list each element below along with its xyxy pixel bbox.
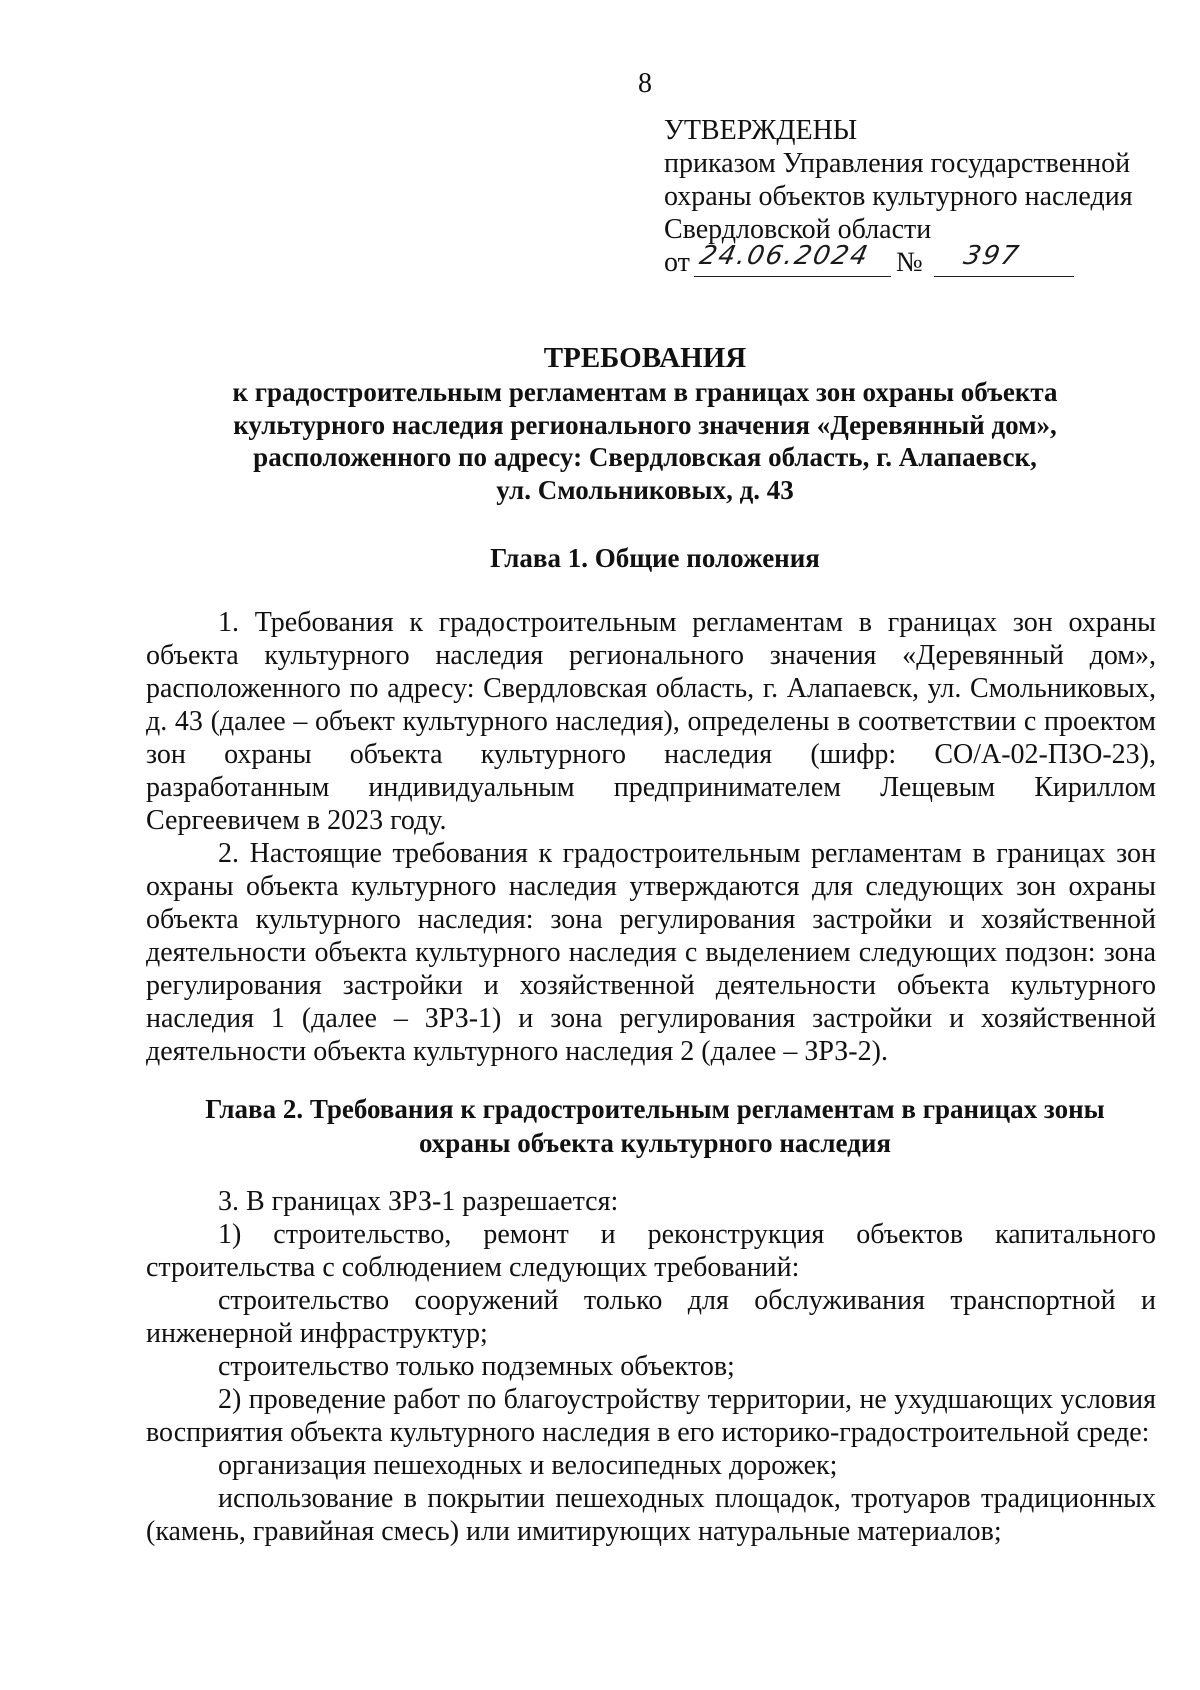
approval-line-3: Свердловской области xyxy=(664,214,932,245)
title-line-4: ул. Смольниковых, д. 43 xyxy=(496,474,794,505)
handwritten-date: 24.06.2024 xyxy=(696,241,873,271)
paragraph-1: 1. Требования к градостроительным регламентам в границах зон охраны объекта культурного наследия регионального значения «Деревянный дом», расположенного по адресу: Свердловская область, г. Алапаевск, ул. Смольниковых, д. 43 (далее – объект культурного наследия), определены в соответствии с проектом зон охраны объекта культурного наследия (шифр: СО/А-02-ПЗО-23), разработанным индивидуальным предпринимателем Лещевым Кириллом Сергеевичем в 2023 году. xyxy=(146,607,1156,836)
chapter-2-heading-line-2: охраны объекта культурного наследия xyxy=(418,1128,892,1158)
title-line-3: расположенного по адресу: Свердловская область, г. Алапаевск, xyxy=(253,442,1037,472)
chapter-2-heading xyxy=(140,1092,1170,1160)
approval-line-1: приказом Управления государственной xyxy=(664,148,1131,179)
item-2a: организация пешеходных и велосипедных дорожек; xyxy=(218,1450,838,1481)
item-2: 2) проведение работ по благоустройству территории, не ухудшающих условия восприятия объекта культурного наследия в его историко-градостроительной среде: xyxy=(146,1384,1156,1448)
paragraph-2: 2. Настоящие требования к градостроительным регламентам в границах зон охраны объекта культурного наследия утверждаются для следующих зон охраны объекта культурного наследия: зона регулирования застройки и хозяйственной деятельности объекта культурного наследия с выделением следующих подзон: зона регулирования застройки и хозяйственной деятельности объекта культурного наследия 1 (далее – ЗРЗ-1) и зона регулирования застройки и хозяйственной деятельности объекта культурного наследия 2 (далее – ЗРЗ-2). xyxy=(146,838,1156,1067)
item-1: 1) строительство, ремонт и реконструкция объектов капитального строительства с соблюдением следующих требований: xyxy=(146,1219,1156,1283)
approval-stamp xyxy=(664,114,1164,282)
chapter-2-body xyxy=(146,1185,1156,1548)
approval-heading: УТВЕРЖДЕНЫ xyxy=(664,115,858,146)
chapter-1-body xyxy=(146,606,1156,1068)
document-title xyxy=(130,340,1160,506)
item-1a: строительство сооружений только для обслуживания транспортной и инженерной инфраструктур; xyxy=(146,1285,1156,1349)
chapter-1-heading: Глава 1. Общие положения xyxy=(490,543,820,573)
number-prefix: № xyxy=(896,247,923,278)
date-prefix: от xyxy=(664,247,690,278)
title-line-1: к градостроительным регламентам в границах зон охраны объекта xyxy=(232,377,1058,407)
approval-date-line xyxy=(664,241,1164,282)
paragraph-3: 3. В границах ЗРЗ-1 разрешается: xyxy=(218,1186,619,1217)
item-2b: использование в покрытии пешеходных площадок, тротуаров традиционных (камень, гравийная смесь) или имитирующих натуральные материалов; xyxy=(146,1483,1156,1547)
item-1b: строительство только подземных объектов; xyxy=(218,1351,735,1382)
chapter-2-heading-line-1: Глава 2. Требования к градостроительным регламентам в границах зоны xyxy=(205,1094,1105,1124)
page-number: 8 xyxy=(638,68,652,99)
title-main: ТРЕБОВАНИЯ xyxy=(543,342,747,374)
handwritten-number: 397 xyxy=(960,241,1023,271)
title-line-2: культурного наследия регионального значения «Деревянный дом», xyxy=(233,409,1057,440)
approval-line-2: охраны объектов культурного наследия xyxy=(664,181,1133,212)
